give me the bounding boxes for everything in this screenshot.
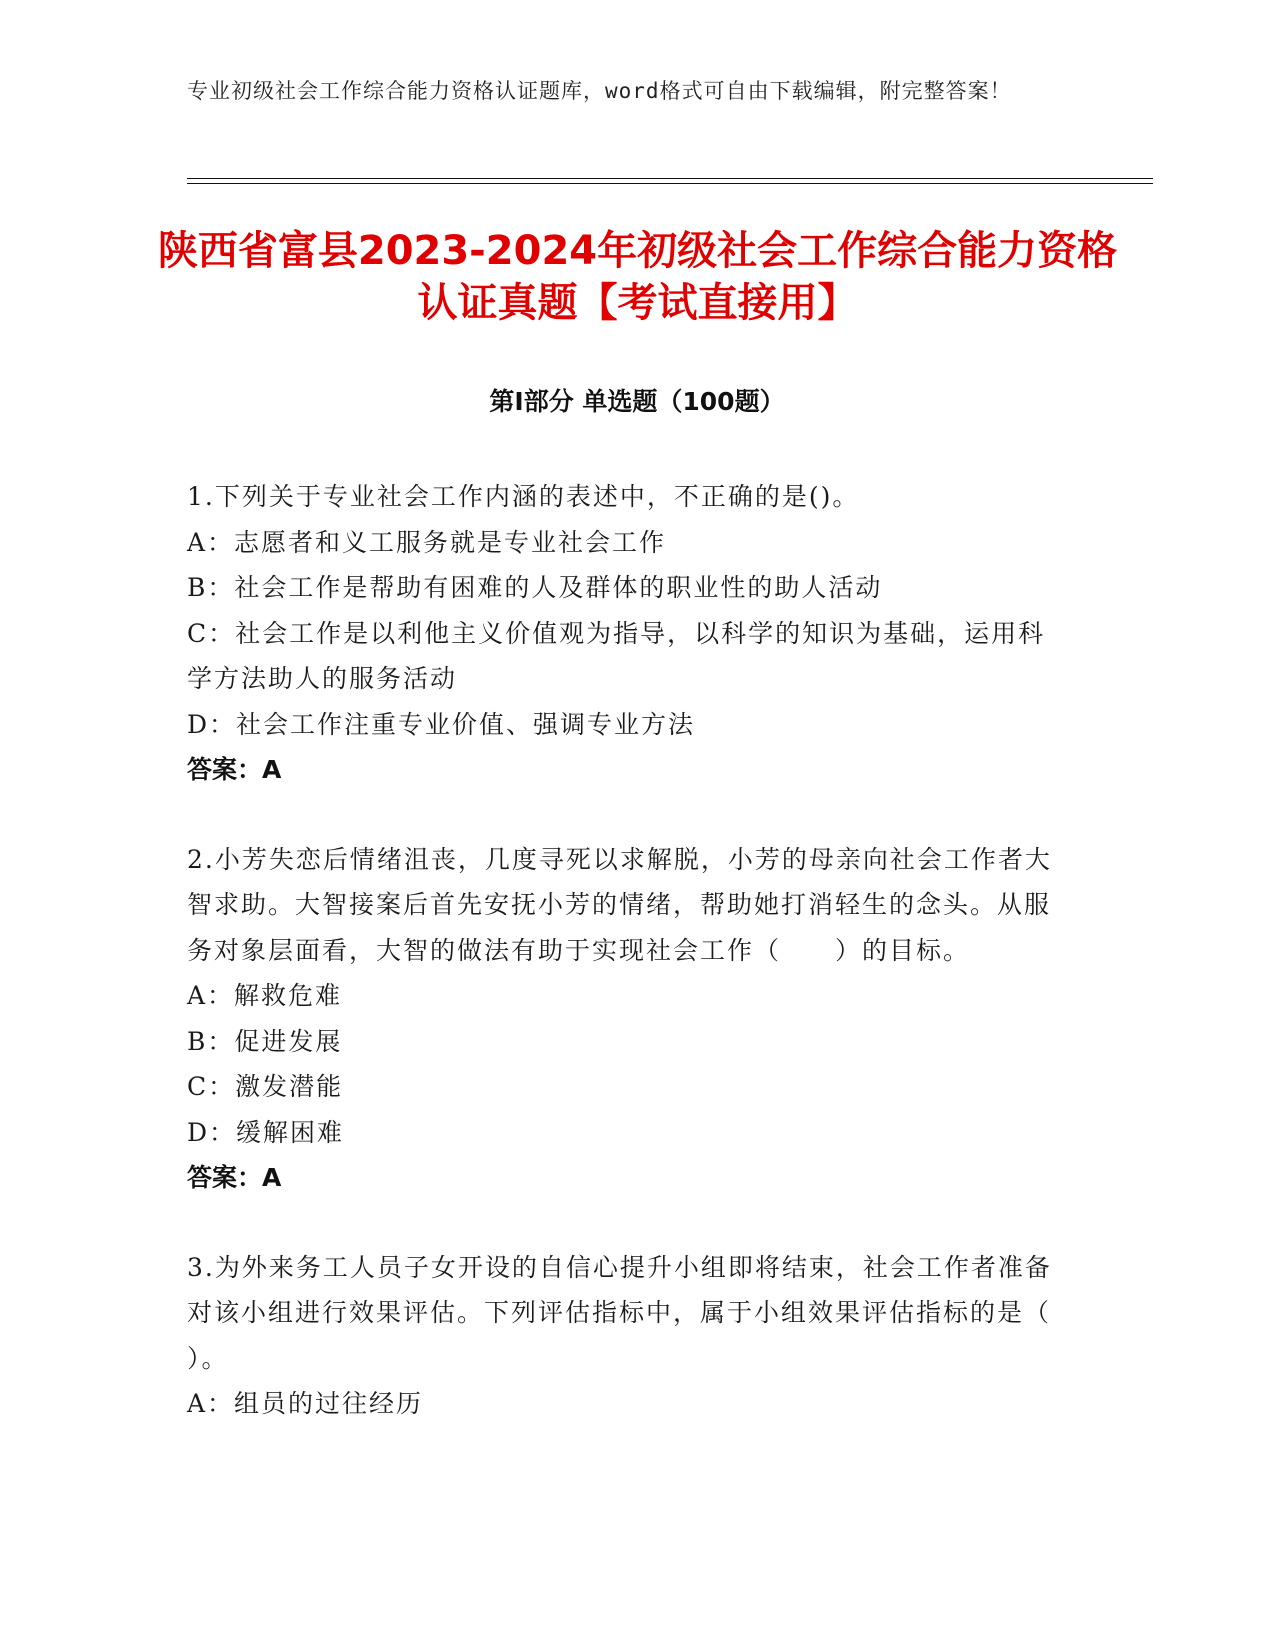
- option-c: C：激发潜能: [187, 1072, 344, 1101]
- option-b: B：社会工作是帮助有困难的人及群体的职业性的助人活动: [187, 573, 883, 602]
- question-3: [187, 1245, 1067, 1427]
- answer: 答案：A: [187, 755, 282, 784]
- section-title: 第I部分 单选题（100题）: [489, 387, 785, 416]
- option-d: D：社会工作注重专业价值、强调专业方法: [187, 709, 696, 739]
- question-text: 3.为外来务工人员子女开设的自信心提升小组即将结束，社会工作者准备对该小组进行效果评估。下列评估指标中，属于小组效果评估指标的是（ ）。: [187, 1252, 1052, 1373]
- option-c: C：社会工作是以利他主义价值观为指导，以科学的知识为基础，运用科学方法助人的服务活动: [187, 618, 1046, 693]
- option-b: B：促进发展: [187, 1026, 343, 1056]
- document-title: 陕西省富县2023-2024年初级社会工作综合能力资格认证真题【考试直接用】: [157, 228, 1118, 326]
- question-2: [187, 837, 1067, 1201]
- option-a: A：组员的过往经历: [187, 1389, 424, 1418]
- option-d: D：缓解困难: [187, 1117, 345, 1147]
- header-divider-bottom: [187, 183, 1153, 184]
- header-divider-top: [187, 178, 1153, 179]
- question-1: [187, 474, 1067, 793]
- option-a: A：解救危难: [187, 981, 343, 1010]
- question-text: 2.小芳失恋后情绪沮丧，几度寻死以求解脱，小芳的母亲向社会工作者大智求助。大智接案后首先安抚小芳的情绪，帮助她打消轻生的念头。从服务对象层面看，大智的做法有助于实现社会工作（ ）的目标。: [187, 844, 1052, 965]
- answer: 答案：A: [187, 1163, 282, 1192]
- question-list: [187, 474, 1067, 1471]
- question-text: 1.下列关于专业社会工作内涵的表述中，不正确的是()。: [187, 482, 860, 511]
- option-a: A：志愿者和义工服务就是专业社会工作: [187, 527, 667, 557]
- header-note: 专业初级社会工作综合能力资格认证题库，word格式可自由下载编辑，附完整答案！: [187, 79, 1012, 103]
